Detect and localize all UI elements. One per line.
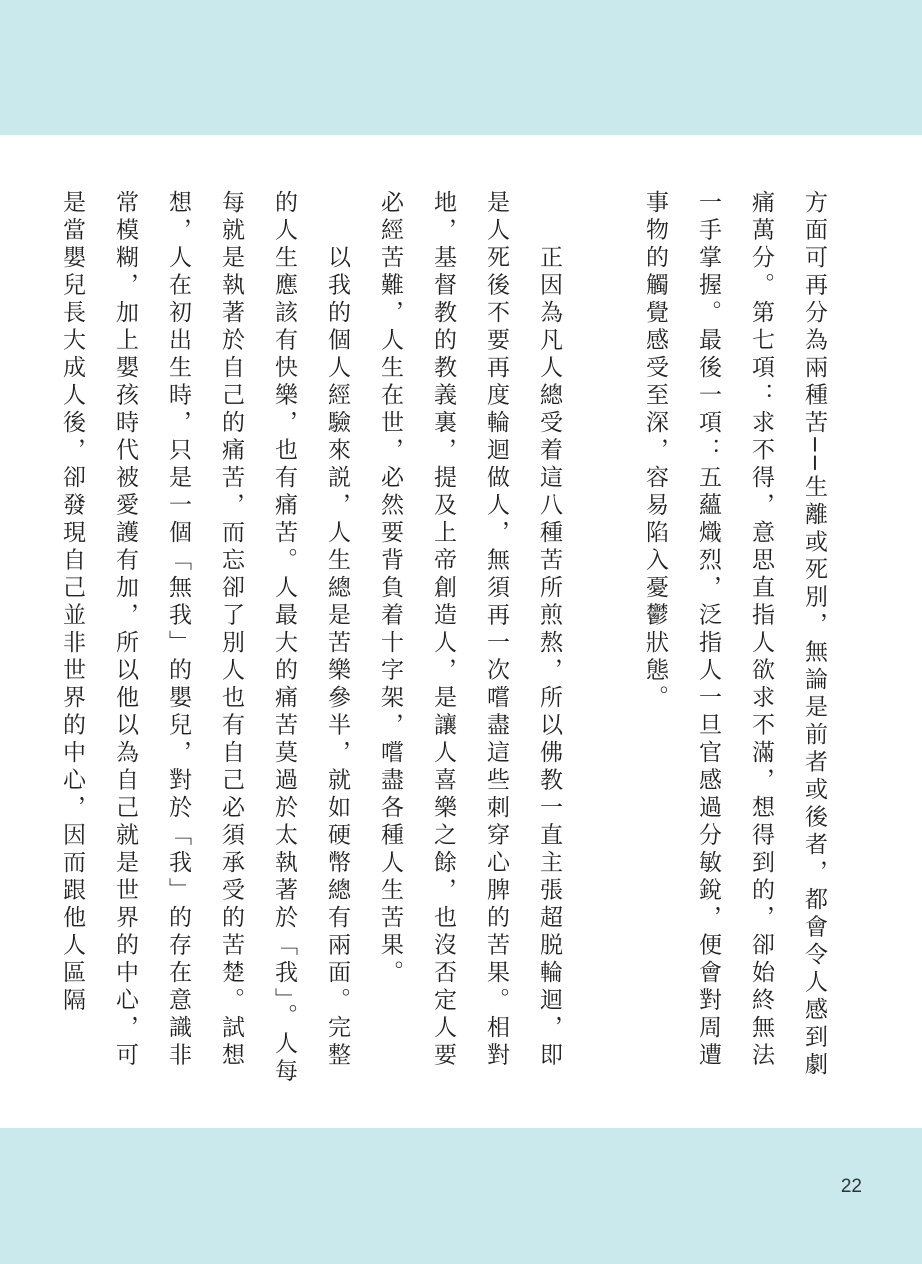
vertical-text-body (45, 190, 840, 1090)
paragraph-3: 以我的個人經驗來説，人生總是苦樂參半，就如硬幣總有兩面。完整的人生應該有快樂，也有痛苦。人最大的痛苦莫過於太執著於「我」。人每每就是執著於自己的痛苦，而忘卻了別人也有自己必須承受的苦楚。試想想，人在初出生時，只是一個「無我」的嬰兒，對於「我」的存在意識非常模糊，加上嬰孩時代被愛護有加，所以他以為自己就是世界的中心，可是當嬰兒長大成人後，卻發現自己並非世界的中心，因而跟他人區隔 (59, 190, 350, 1086)
paragraph-2: 正因為凡人總受着這八種苦所煎熬，所以佛教一直主張超脱輪迴，即是人死後不要再度輪迴做人，無須再一次嚐盡這些刺穿心脾的苦果。相對地，基督教的教義裏，提及上帝創造人，是讓人喜樂之餘，也沒否定人要必經苦難，人生在世，必然要背負着十字架，嚐盡各種人生苦果。 (377, 190, 562, 1070)
bottom-color-band (0, 1128, 922, 1264)
top-color-band (0, 0, 922, 135)
page-number: 22 (840, 1176, 862, 1197)
paragraph-1: 方面可再分為兩種苦──生離或死別，無論是前者或後者，都會令人感到劇痛萬分。第七項：求不得，意思直指人欲求不滿，想得到的，卻始終無法一手掌握。最後一項：五蘊熾烈，泛指人一旦官感過分敏銳，便會對周遭事物的觸覺感受至深，容易陷入憂鬱狀態。 (642, 190, 827, 1080)
